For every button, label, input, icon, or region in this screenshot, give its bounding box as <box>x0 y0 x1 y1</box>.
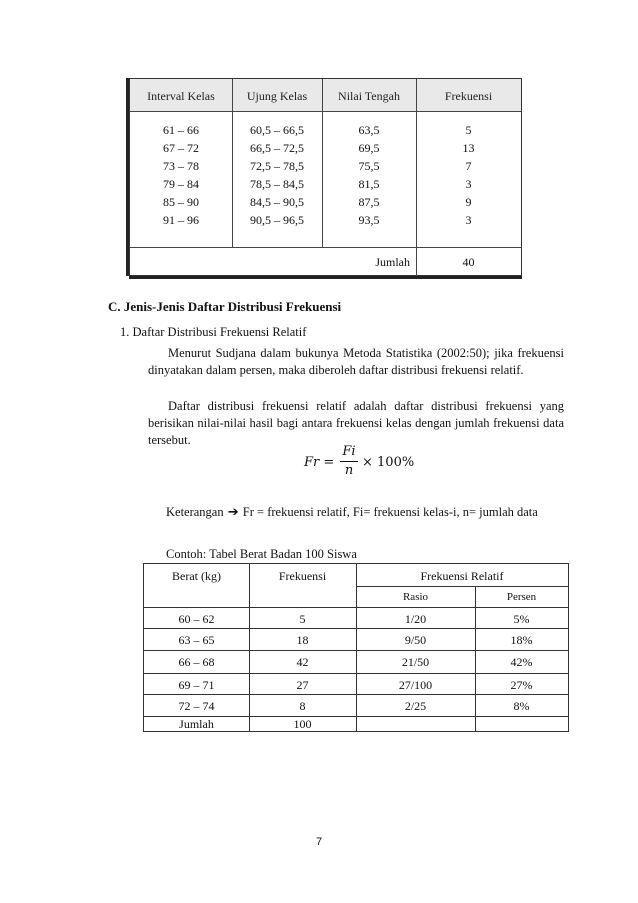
row-divider <box>144 628 568 629</box>
row-divider <box>144 650 568 651</box>
keterangan-text: Fr = frekuensi relatif, Fi= frekuensi kelas-i, n= jumlah data <box>242 505 538 519</box>
row-divider <box>356 586 568 587</box>
row-4-rasio: 27/100 <box>398 678 433 692</box>
jumlah-label: Jumlah <box>179 717 214 731</box>
subheading: 1. Daftar Distribusi Frekuensi Relatif <box>120 325 307 339</box>
row-3-rasio: 21/50 <box>401 655 430 669</box>
contoh-caption: Contoh: Tabel Berat Badan 100 Siswa <box>166 547 357 561</box>
relative-frequency-formula <box>304 444 414 480</box>
row-1-rasio: 1/20 <box>404 612 427 626</box>
row-4-frek: 27 <box>296 678 309 692</box>
header-frekuensi: Frekuensi <box>278 569 327 583</box>
formula-denominator: n <box>344 463 354 478</box>
keterangan-label: Keterangan <box>166 505 224 519</box>
row-5-persen: 8% <box>513 699 530 713</box>
paragraph-2: Daftar distribusi frekuensi relatif adalah daftar distribusi frekuensi yang berisikan nilai-nilai hasil bagi antara frekuensi kelas dengan jumlah frekuensi data tersebut. <box>148 399 564 447</box>
row-1-frek: 5 <box>299 612 306 626</box>
row-divider <box>144 673 568 674</box>
row-4-persen: 27% <box>510 678 533 692</box>
row-divider <box>144 694 568 695</box>
row-3-frek: 42 <box>296 655 309 669</box>
header-frekuensi: Frekuensi <box>444 89 493 103</box>
keterangan-line <box>166 504 538 521</box>
row-3-persen: 42% <box>510 655 533 669</box>
header-frekuensi-relatif: Frekuensi Relatif <box>420 569 504 583</box>
frekuensi-column: 5 13 7 3 9 3 <box>462 123 475 227</box>
formula-numerator: Fi <box>342 444 356 459</box>
row-4-berat: 69 – 71 <box>178 678 215 692</box>
jumlah-value: 100 <box>293 717 312 731</box>
formula-rhs: × 100% <box>362 455 415 470</box>
jumlah-value: 40 <box>462 255 475 269</box>
row-2-frek: 18 <box>296 633 309 647</box>
paragraph-1: Menurut Sudjana dalam bukunya Metoda Statistika (2002:50); jika frekuensi dinyatakan dalam persen, maka diberoleh daftar distribusi frekuensi relatif. <box>148 346 564 377</box>
table-footer <box>130 247 521 276</box>
header-berat: Berat (kg) <box>172 569 221 583</box>
row-divider <box>144 607 568 608</box>
row-5-berat: 72 – 74 <box>178 699 215 713</box>
ujung-column: 60,5 – 66,5 66,5 – 72,5 72,5 – 78,5 78,5 – 84,5 84,5 – 90,5 90,5 – 96,5 <box>250 123 304 227</box>
row-5-rasio: 2/25 <box>404 699 427 713</box>
berat-badan-table <box>143 563 569 732</box>
header-nilai-tengah: Nilai Tengah <box>338 89 400 103</box>
row-3-berat: 66 – 68 <box>178 655 215 669</box>
class-interval-table <box>129 78 522 276</box>
arrow-icon: ➔ <box>223 505 243 520</box>
row-2-persen: 18% <box>510 633 533 647</box>
header-rasio: Rasio <box>402 591 429 603</box>
row-2-rasio: 9/50 <box>404 633 427 647</box>
table-header <box>130 79 521 112</box>
section-heading: C. Jenis-Jenis Daftar Distribusi Frekuensi <box>108 299 342 314</box>
row-1-berat: 60 – 62 <box>178 612 215 626</box>
row-5-frek: 8 <box>299 699 306 713</box>
header-ujung-kelas: Ujung Kelas <box>246 89 308 103</box>
header-interval-kelas: Interval Kelas <box>147 89 215 103</box>
page-number: 7 <box>315 836 323 848</box>
interval-column: 61 – 66 67 – 72 73 – 78 79 – 84 85 – 90 91 – 96 <box>163 123 199 227</box>
fraction-bar <box>340 461 358 462</box>
row-1-persen: 5% <box>513 612 530 626</box>
row-2-berat: 63 – 65 <box>178 633 215 647</box>
tengah-column: 63,5 69,5 75,5 81,5 87,5 93,5 <box>358 123 380 227</box>
header-persen: Persen <box>506 591 537 603</box>
formula-lhs: Fr = <box>304 455 335 470</box>
jumlah-label: Jumlah <box>375 255 410 269</box>
